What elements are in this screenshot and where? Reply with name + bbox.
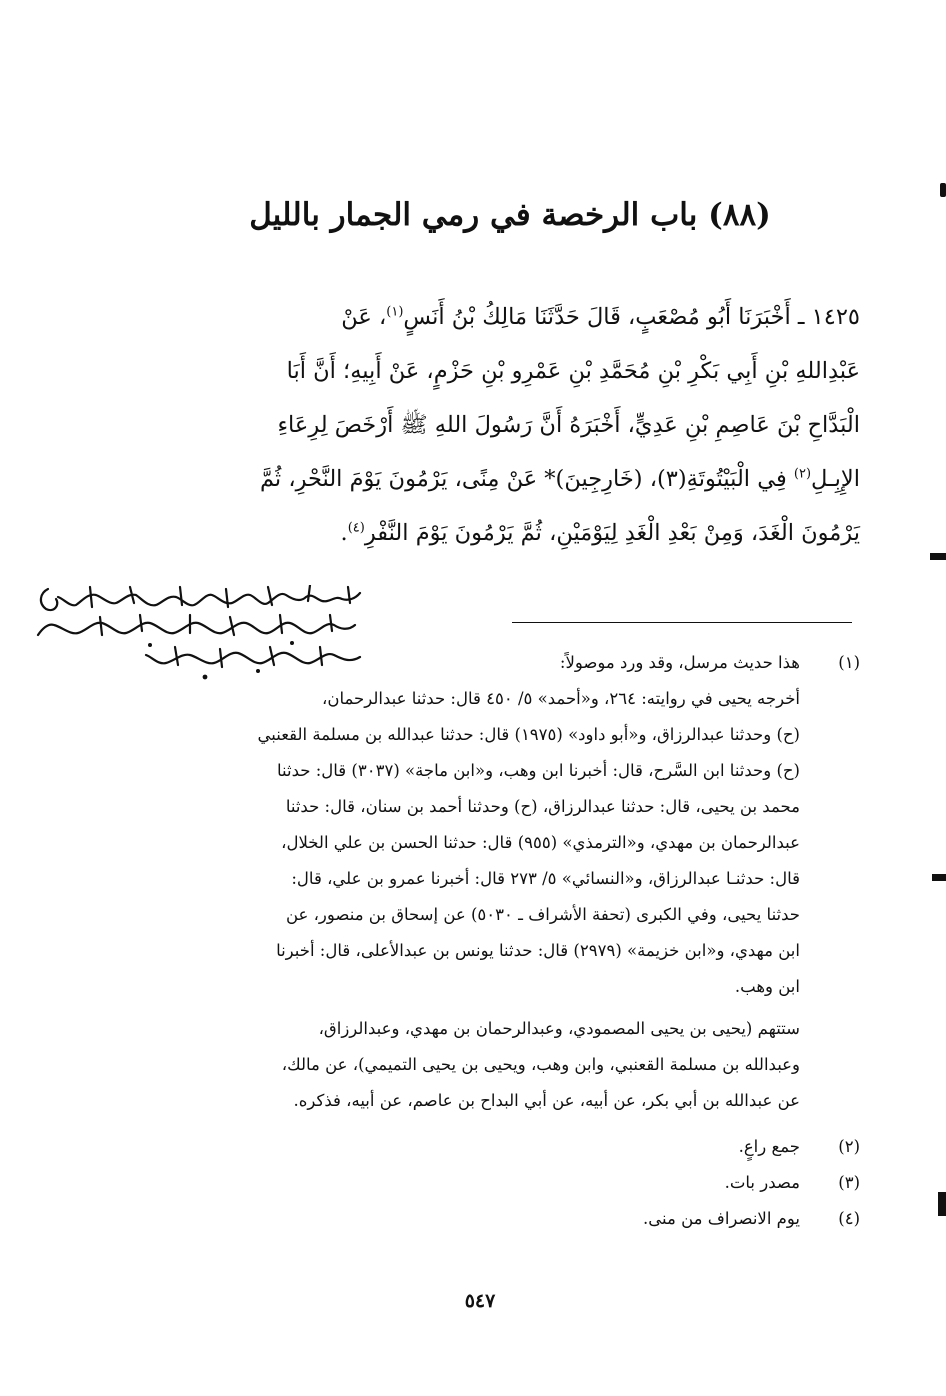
footnotes (80, 645, 860, 1237)
hadith-text-segment: فِي الْبَيْتُوتَةِ(٣)، (خَارِجِينَ)* عَنْ مِنًى، يَرْمُونَ يَوْمَ النَّحْرِ، ثُمَّ (259, 466, 794, 492)
hadith-text-segment: ، عَنْ (341, 304, 387, 330)
footnote-line: أخرجه يحيى في روايته: ٢٦٤، و«أحمد» ٥/ ٤٥٠ قال: حدثنا عبدالرحمان، (322, 689, 800, 708)
footnote-line: جمع راعٍ. (738, 1137, 800, 1156)
footnote-reference: (٢) (793, 466, 812, 482)
footnote-separator (512, 622, 852, 623)
hadith-line (150, 506, 860, 560)
footnote-reference: (٤) (347, 520, 365, 536)
footnote-reference: (١) (386, 304, 404, 320)
footnote-line: ابن وهب. (734, 977, 800, 996)
footnote-number: (٢) (838, 1137, 860, 1156)
footnote-line: وعبدالله بن مسلمة القعنبي، وابن وهب، ويحيى بن يحيى التميمي)، عن مالك، (281, 1055, 800, 1074)
footnote (80, 1165, 860, 1201)
hadith-text (150, 290, 860, 560)
footnote (80, 1201, 860, 1237)
scan-edge-mark (932, 874, 946, 881)
footnote-number: (٤) (838, 1209, 860, 1228)
hadith-text-segment: الإِبِـلِ (811, 466, 860, 492)
footnote (80, 681, 860, 1005)
hadith-line (150, 290, 860, 344)
footnote-line: (ح) وحدثنا عبدالرزاق، و«أبو داود» (١٩٧٥) قال: حدثنا عبدالله بن مسلمة القعنبي (257, 725, 800, 744)
hadith-text-segment: عَبْدِاللهِ بْنِ أَبِي بَكْرِ بْنِ مُحَمَّدِ بْنِ عَمْرِو بْنِ حَزْمٍ، عَنْ أَبِيهِ؛ أَنَّ أَبَا (286, 358, 860, 384)
chapter-title: (٨٨) باب الرخصة في رمي الجمار بالليل (249, 197, 771, 233)
page-number: ٥٤٧ (464, 1290, 496, 1312)
hadith-line (150, 398, 860, 452)
footnote-line: عن عبدالله بن أبي بكر، عن أبيه، عن أبي البداح بن عاصم، عن أبيه، فذكره. (293, 1091, 800, 1110)
footnote-line: (ح) وحدثنا ابن السَّرح، قال: أخبرنا ابن وهب، و«ابن ماجة» (٣٠٣٧) قال: حدثنا (277, 761, 800, 780)
footnote-line: هذا حديث مرسل، وقد ورد موصولاً: (559, 653, 800, 672)
footnote (80, 645, 860, 681)
hadith-text-segment: ١٤٢٥ ـ أَخْبَرَنَا أَبُو مُصْعَبٍ، قَالَ حَدَّثَنَا مَالِكُ بْنُ أَنَسٍ (403, 304, 860, 330)
footnote-line: مصدر بات. (724, 1173, 800, 1192)
footnote-line: محمد بن يحيى، قال: حدثنا عبدالرزاق، (ح) وحدثنا أحمد بن سنان، قال: حدثنا (285, 797, 800, 816)
hadith-text-segment: الْبَدَّاحِ بْنَ عَاصِمِ بْنِ عَدِيٍّ، أَخْبَرَهُ أَنَّ رَسُولَ اللهِ ﷺ أَرْخَصَ لِرِعَاءِ (277, 412, 860, 438)
hadith-line (150, 344, 860, 398)
footnote-line: عبدالرحمان بن مهدي، و«الترمذي» (٩٥٥) قال: حدثنا الحسن بن علي الخلال، (281, 833, 800, 852)
footnote-line: ابن مهدي، و«ابن خزيمة» (٢٩٧٩) قال: حدثنا يونس بن عبدالأعلى، قال: أخبرنا (276, 941, 800, 960)
hadith-text-segment: . (340, 520, 348, 546)
scan-edge-mark (930, 553, 946, 560)
footnote (80, 1011, 860, 1119)
hadith-line (150, 452, 860, 506)
scan-edge-mark (938, 1192, 946, 1216)
footnote-line: قال: حدثنـا عبدالرزاق، و«النسائي» ٥/ ٢٧٣ قال: أخبرنا عمرو بن علي، قال: (291, 869, 800, 888)
footnote-line: حدثنا يحيى، وفي الكبرى (تحفة الأشراف ـ ٥٠٣٠) عن إسحاق بن منصور، عن (285, 905, 800, 924)
footnote-number: (١) (838, 653, 860, 672)
footnote-number: (٣) (838, 1173, 860, 1192)
footnote-line: ستتهم (يحيى بن يحيى المصمودي، وعبدالرحمان بن مهدي، وعبدالرزاق، (318, 1019, 800, 1038)
hadith-text-segment: يَرْمُونَ الْغَدَ، وَمِنْ بَعْدِ الْغَدِ لِيَوْمَيْنِ، ثُمَّ يَرْمُونَ يَوْمَ النَّفْرِ (364, 520, 860, 546)
footnote (80, 1129, 860, 1165)
footnote-line: يوم الانصراف من منى. (643, 1209, 800, 1228)
scan-edge-mark (940, 183, 946, 197)
